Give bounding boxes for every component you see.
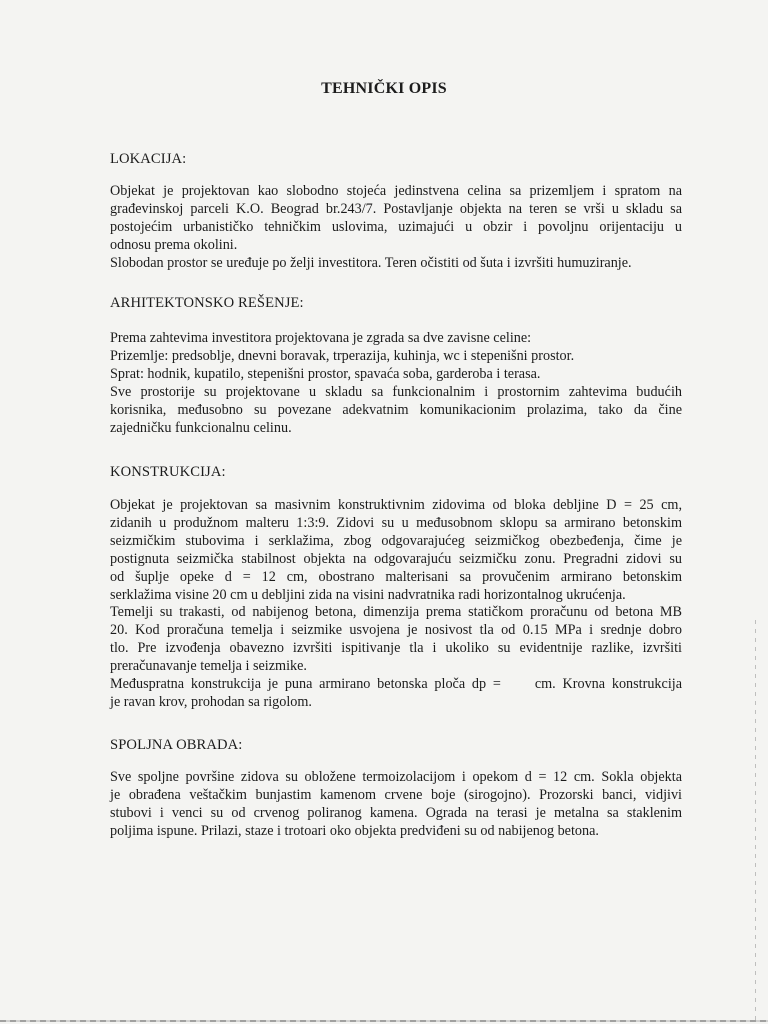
paragraph-line: Sve spoljne površine zidova su obložene termoizolacijom i opekom d = 12 cm. Sokla objekta	[110, 769, 682, 785]
paragraph-line: Temelji su trakasti, od nabijenog betona, dimenzija prema statičkom proračunu od betona MB	[110, 604, 682, 621]
section-heading-spoljna-obrada: SPOLJNA OBRADA:	[110, 737, 243, 753]
paragraph-line: tlo. Pre izvođenja obavezno izvršiti ispitivanje tla i ukoliko su evidentnije razlike, izvršiti	[110, 640, 682, 657]
paragraph-line: Međuspratna konstrukcija je puna armirano betonska ploča dp = cm. Krovna konstrukcija	[110, 676, 682, 693]
section-heading-konstrukcija: KONSTRUKCIJA:	[110, 464, 226, 480]
paragraph-line: je obrađena veštačkim bunjastim kamenom crvene boje (sirogojno). Prozorski banci, vidjivi	[110, 786, 682, 803]
paragraph-line: stubovi i venci su od crvenog poliranog kamena. Ograda na terasi je metalna sa staklenim	[110, 804, 682, 821]
paragraph-line: zidanih u produžnom malteru 1:3:9. Zidovi su u međusobnom sklopu sa armirano betonskim	[110, 514, 682, 531]
paragraph-line: Prema zahtevima investitora projektovana je zgrada sa dve zavisne celine:	[110, 330, 532, 346]
paragraph-line: Prizemlje: predsoblje, dnevni boravak, trperazija, kuhinja, wc i stepenišni prostor.	[110, 347, 575, 364]
paragraph-line: 20. Kod proračuna temelja i seizmike usvojena je nosivost tla od 0.15 MPa i srednje dobro	[110, 622, 682, 639]
paragraph-line: postojećim urbanističko tehničkim uslovima, uzimajući u obzir i povoljnu orijentaciju u	[110, 218, 682, 235]
paragraph-line: odnosu prema okolini.	[110, 236, 238, 253]
paragraph-line: preračunavanje temelja i seizmike.	[110, 658, 307, 675]
paragraph-line: korisnika, međusobno su povezane adekvatnim komunikacionim prolazima, tako da čine	[110, 401, 682, 418]
section-heading-lokacija: LOKACIJA:	[110, 151, 187, 167]
paragraph-line: seizmičkim stubovima i serklažima, zbog odgovarajućeg seizmičkog obezbeđenja, čime je	[110, 532, 682, 549]
paragraph-line: serklažima visine 20 cm u debljini zida na visini nadvratnika radi horizontalnog ukrućenja.	[110, 586, 626, 603]
paragraph-line: poljima ispune. Prilazi, staze i trotoari oko objekta predviđeni su od nabijenog betona.	[110, 822, 599, 839]
paragraph-line: Sve prostorije su projektovane u skladu sa funkcionalnim i prostornim zahtevima budućih	[110, 383, 682, 400]
section-body-lokacija	[110, 183, 682, 273]
paragraph-line: od šuplje opeke d = 12 cm, obostrano malterisani sa provučenim armirano betonskim	[110, 568, 682, 585]
paragraph-line: zajedničku funkcionalnu celinu.	[110, 419, 292, 436]
paragraph-line: postignuta seizmička stabilnost objekta na odgovarajuću seizmičku zonu. Pregradni zidovi su	[110, 550, 682, 567]
scan-edge-artifact	[755, 620, 756, 1020]
section-heading-arhitektonsko-resenje: ARHITEKTONSKO REŠENJE:	[110, 295, 304, 311]
paragraph-line: Objekat je projektovan sa masivnim konstruktivnim zidovima od bloka debljine D = 25 cm,	[110, 497, 682, 513]
page-title: TEHNIČKI OPIS	[321, 80, 447, 97]
section-body-konstrukcija	[110, 497, 682, 712]
paragraph-line: građevinskoj parceli K.O. Beograd br.243/7. Postavljanje objekta na teren se vrši u skladu sa	[110, 200, 682, 217]
paragraph-line: je ravan krov, prohodan sa rigolom.	[110, 693, 312, 710]
scan-edge-artifact	[0, 1020, 768, 1022]
paragraph-line: Objekat je projektovan kao slobodno stojeća jedinstvena celina sa prizemljem i spratom na	[110, 183, 682, 199]
section-body-arhitektonsko-resenje	[110, 330, 682, 437]
paragraph-line: Sprat: hodnik, kupatilo, stepenišni prostor, spavaća soba, garderoba i terasa.	[110, 365, 541, 382]
section-body-spoljna-obrada	[110, 769, 682, 841]
paragraph-line: Slobodan prostor se uređuje po želji investitora. Teren očistiti od šuta i izvršiti humuziranje.	[110, 254, 632, 271]
